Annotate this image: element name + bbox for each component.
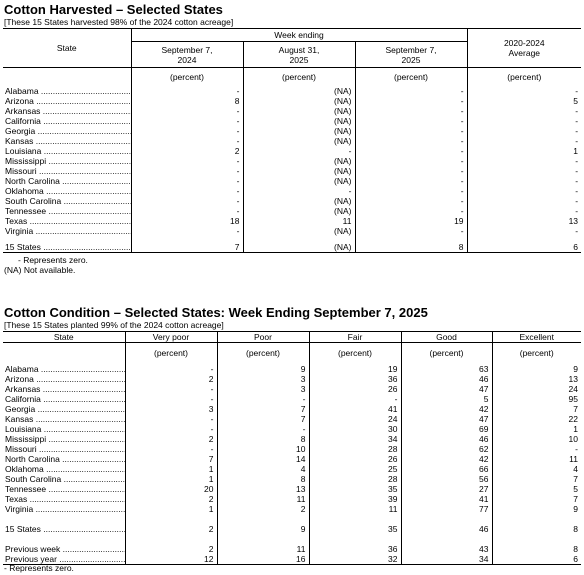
harvested-state-header: State: [3, 29, 131, 68]
cell: 9: [492, 364, 581, 374]
row-label: Texas .....: [5, 216, 131, 226]
cell: -: [355, 226, 467, 236]
cell: -: [492, 444, 581, 454]
cell: 46: [401, 374, 492, 384]
cell: 11: [309, 504, 401, 514]
cell: (NA): [243, 96, 355, 106]
table-row: [3, 156, 581, 166]
cell: -: [125, 414, 217, 424]
row-label: Missouri .....: [5, 166, 131, 176]
condition-state-header: State: [3, 332, 125, 343]
cell: 1: [467, 146, 581, 156]
cell: 77: [401, 504, 492, 514]
cell: 11: [243, 216, 355, 226]
condition-total-row: [3, 524, 581, 534]
cell: 1: [125, 464, 217, 474]
cell: -: [355, 96, 467, 106]
cell: -: [355, 156, 467, 166]
unit-label: (percent): [217, 343, 309, 364]
row-label: Oklahoma .....: [5, 186, 131, 196]
table-row: [3, 374, 581, 384]
table-row: [3, 464, 581, 474]
cell: 8: [492, 544, 581, 554]
table-row: [3, 116, 581, 126]
harvested-total-row: [3, 242, 581, 253]
col-excellent: Excellent: [492, 332, 581, 343]
row-label: Kansas .....: [5, 136, 131, 146]
cell: 66: [401, 464, 492, 474]
cell: 63: [401, 364, 492, 374]
table-row: [3, 226, 581, 236]
cell: 13: [217, 484, 309, 494]
cell: 30: [309, 424, 401, 434]
col-poor: Poor: [217, 332, 309, 343]
cell: 2: [125, 544, 217, 554]
cell: -: [355, 116, 467, 126]
cell: 34: [309, 434, 401, 444]
cell: 3: [125, 404, 217, 414]
cell: 7: [492, 404, 581, 414]
cell: 1: [125, 474, 217, 484]
cell: 36: [309, 544, 401, 554]
unit-label: (percent): [401, 343, 492, 364]
table-row: [3, 474, 581, 484]
cell: -: [131, 186, 243, 196]
cell: 10: [217, 444, 309, 454]
harvested-col-aug31: August 31, 2025: [243, 42, 355, 68]
cell: 4: [492, 464, 581, 474]
unit-label: (percent): [243, 68, 355, 86]
cell: -: [467, 136, 581, 146]
table-row: [3, 404, 581, 414]
cell: 18: [131, 216, 243, 226]
cell: 24: [309, 414, 401, 424]
cell: -: [467, 206, 581, 216]
row-label: Kansas .....: [5, 414, 125, 424]
harvested-table: [3, 28, 581, 253]
cell: 7: [217, 404, 309, 414]
cell: 12: [125, 554, 217, 565]
row-label: Mississippi .....: [5, 434, 125, 444]
cell: 6: [467, 242, 581, 253]
cell: (NA): [243, 242, 355, 253]
cell: 8: [355, 242, 467, 253]
harvested-subtitle: [These 15 States harvested 98% of the 2024 cotton acreage]: [4, 17, 234, 27]
cell: 5: [401, 394, 492, 404]
table-row: [3, 146, 581, 156]
cell: 4: [217, 464, 309, 474]
col-very-poor: Very poor: [125, 332, 217, 343]
cell: 8: [217, 474, 309, 484]
cell: 8: [131, 96, 243, 106]
cell: 1: [492, 424, 581, 434]
table-row: [3, 216, 581, 226]
cell: 3: [217, 384, 309, 394]
cell: -: [467, 176, 581, 186]
cell: 28: [309, 474, 401, 484]
cell: 7: [125, 454, 217, 464]
row-label: Previous year .....: [5, 554, 125, 564]
unit-label: (percent): [131, 68, 243, 86]
col-good: Good: [401, 332, 492, 343]
cell: (NA): [243, 156, 355, 166]
cell: 8: [492, 524, 581, 534]
row-label: Alabama .....: [5, 86, 131, 96]
cell: 62: [401, 444, 492, 454]
cell: 2: [125, 434, 217, 444]
cell: -: [217, 424, 309, 434]
cell: 34: [401, 554, 492, 565]
cell: 8: [217, 434, 309, 444]
cell: -: [467, 86, 581, 96]
cell: -: [125, 364, 217, 374]
cell: 26: [309, 384, 401, 394]
row-label: Virginia .....: [5, 226, 131, 236]
cell: 3: [217, 374, 309, 384]
cell: -: [355, 126, 467, 136]
week-ending-header: Week ending: [131, 29, 467, 42]
row-label: Georgia .....: [5, 126, 131, 136]
table-row: [3, 364, 581, 374]
cell: (NA): [243, 126, 355, 136]
col-fair: Fair: [309, 332, 401, 343]
table-row: [3, 126, 581, 136]
harvested-col-2024: September 7, 2024: [131, 42, 243, 68]
row-label: Oklahoma .....: [5, 464, 125, 474]
cell: -: [131, 126, 243, 136]
condition-prev-year-row: [3, 554, 581, 565]
cell: 39: [309, 494, 401, 504]
cell: 5: [467, 96, 581, 106]
row-label: California .....: [5, 394, 125, 404]
cell: 7: [131, 242, 243, 253]
table-row: [3, 414, 581, 424]
cell: 24: [492, 384, 581, 394]
cell: -: [125, 444, 217, 454]
row-label: Arizona .....: [5, 374, 125, 384]
row-label: Arkansas .....: [5, 384, 125, 394]
row-label: California .....: [5, 116, 131, 126]
cell: -: [467, 126, 581, 136]
unit-spacer: [3, 68, 131, 86]
table-row: [3, 434, 581, 444]
cell: (NA): [243, 116, 355, 126]
cell: -: [131, 176, 243, 186]
cell: -: [131, 86, 243, 96]
cell: -: [131, 136, 243, 146]
unit-label: (percent): [492, 343, 581, 364]
cell: 11: [492, 454, 581, 464]
cell: 1: [125, 504, 217, 514]
cell: 46: [401, 434, 492, 444]
table-row: [3, 424, 581, 434]
row-label: 15 States .....: [5, 242, 131, 252]
cell: 5: [492, 484, 581, 494]
cell: 2: [125, 494, 217, 504]
cell: (NA): [243, 106, 355, 116]
cell: -: [125, 394, 217, 404]
cell: -: [131, 206, 243, 216]
cell: -: [125, 424, 217, 434]
cell: 10: [492, 434, 581, 444]
cell: 69: [401, 424, 492, 434]
cell: (NA): [243, 86, 355, 96]
cell: -: [355, 86, 467, 96]
cell: 46: [401, 524, 492, 534]
cell: 14: [217, 454, 309, 464]
cell: 11: [217, 544, 309, 554]
cell: 36: [309, 374, 401, 384]
table-row: [3, 106, 581, 116]
table-row: [3, 504, 581, 514]
row-label: Texas .....: [5, 494, 125, 504]
cell: 35: [309, 484, 401, 494]
cell: -: [217, 394, 309, 404]
cell: (NA): [243, 166, 355, 176]
cell: 22: [492, 414, 581, 424]
cell: 41: [309, 404, 401, 414]
harvested-col-avg: 2020-2024 Average: [467, 29, 581, 68]
harvested-title: Cotton Harvested – Selected States: [4, 2, 223, 17]
cell: 13: [492, 374, 581, 384]
row-label: Previous week .....: [5, 544, 125, 554]
row-label: Missouri .....: [5, 444, 125, 454]
cell: 2: [217, 504, 309, 514]
condition-prev-week-row: [3, 544, 581, 554]
row-label: Mississippi .....: [5, 156, 131, 166]
cell: 7: [492, 494, 581, 504]
cell: (NA): [243, 136, 355, 146]
table-row: [3, 96, 581, 106]
cell: 35: [309, 524, 401, 534]
table-row: [3, 394, 581, 404]
cell: 43: [401, 544, 492, 554]
cell: -: [467, 116, 581, 126]
cell: 9: [217, 524, 309, 534]
cell: -: [131, 156, 243, 166]
table-row: [3, 384, 581, 394]
condition-table: [3, 331, 581, 565]
row-label: Louisiana .....: [5, 424, 125, 434]
harvested-col-sep7: September 7, 2025: [355, 42, 467, 68]
cell: 6: [492, 554, 581, 565]
cell: -: [467, 106, 581, 116]
cell: 42: [401, 454, 492, 464]
cell: 2: [125, 374, 217, 384]
cell: -: [467, 226, 581, 236]
cell: -: [467, 196, 581, 206]
cell: 16: [217, 554, 309, 565]
cell: 11: [217, 494, 309, 504]
harvested-note-na: (NA) Not available.: [4, 265, 76, 275]
row-label: Tennessee .....: [5, 206, 131, 216]
table-row: [3, 166, 581, 176]
cell: (NA): [243, 226, 355, 236]
table-row: [3, 136, 581, 146]
condition-title: Cotton Condition – Selected States: Week Ending September 7, 2025: [4, 305, 428, 320]
table-row: [3, 186, 581, 196]
cell: 25: [309, 464, 401, 474]
cell: 7: [217, 414, 309, 424]
cell: 19: [309, 364, 401, 374]
row-label: Tennessee .....: [5, 484, 125, 494]
cell: 41: [401, 494, 492, 504]
cell: -: [355, 196, 467, 206]
cell: -: [309, 394, 401, 404]
cell: 19: [355, 216, 467, 226]
row-label: 15 States .....: [5, 524, 125, 534]
cell: 13: [467, 216, 581, 226]
table-row: [3, 196, 581, 206]
cell: (NA): [243, 176, 355, 186]
cell: 47: [401, 414, 492, 424]
cell: 32: [309, 554, 401, 565]
table-row: [3, 86, 581, 96]
cell: -: [131, 196, 243, 206]
row-label: Georgia .....: [5, 404, 125, 414]
cell: -: [355, 106, 467, 116]
cell: 26: [309, 454, 401, 464]
row-label: Louisiana .....: [5, 146, 131, 156]
cell: -: [355, 136, 467, 146]
cell: (NA): [243, 196, 355, 206]
condition-subtitle: [These 15 States planted 99% of the 2024 cotton acreage]: [4, 320, 224, 330]
cell: -: [467, 186, 581, 196]
cell: -: [467, 166, 581, 176]
harvested-note-zero: - Represents zero.: [18, 255, 88, 265]
cell: 42: [401, 404, 492, 414]
cell: -: [125, 384, 217, 394]
table-row: [3, 494, 581, 504]
cell: -: [467, 156, 581, 166]
row-label: Alabama .....: [5, 364, 125, 374]
unit-label: (percent): [355, 68, 467, 86]
cell: 2: [125, 524, 217, 534]
cell: -: [355, 146, 467, 156]
row-label: Virginia .....: [5, 504, 125, 514]
cell: 20: [125, 484, 217, 494]
cell: 7: [492, 474, 581, 484]
unit-label: (percent): [467, 68, 581, 86]
table-row: [3, 444, 581, 454]
cell: 56: [401, 474, 492, 484]
cell: 9: [217, 364, 309, 374]
cell: 27: [401, 484, 492, 494]
unit-label: (percent): [309, 343, 401, 364]
table-row: [3, 176, 581, 186]
row-label: South Carolina .....: [5, 196, 131, 206]
table-row: [3, 206, 581, 216]
cell: -: [355, 206, 467, 216]
cell: 28: [309, 444, 401, 454]
condition-note-zero: - Represents zero.: [4, 563, 74, 573]
cell: 2: [131, 146, 243, 156]
row-label: North Carolina .....: [5, 176, 131, 186]
cell: 95: [492, 394, 581, 404]
cell: -: [243, 186, 355, 196]
cell: -: [355, 186, 467, 196]
row-label: Arizona .....: [5, 96, 131, 106]
cell: -: [131, 116, 243, 126]
cell: 9: [492, 504, 581, 514]
row-label: South Carolina .....: [5, 474, 125, 484]
cell: -: [243, 146, 355, 156]
cell: -: [131, 166, 243, 176]
cell: 47: [401, 384, 492, 394]
cell: -: [355, 176, 467, 186]
cell: (NA): [243, 206, 355, 216]
cell: -: [131, 106, 243, 116]
cell: -: [131, 226, 243, 236]
table-row: [3, 484, 581, 494]
unit-label: (percent): [125, 343, 217, 364]
row-label: North Carolina .....: [5, 454, 125, 464]
cell: -: [355, 166, 467, 176]
table-row: [3, 454, 581, 464]
row-label: Arkansas .....: [5, 106, 131, 116]
